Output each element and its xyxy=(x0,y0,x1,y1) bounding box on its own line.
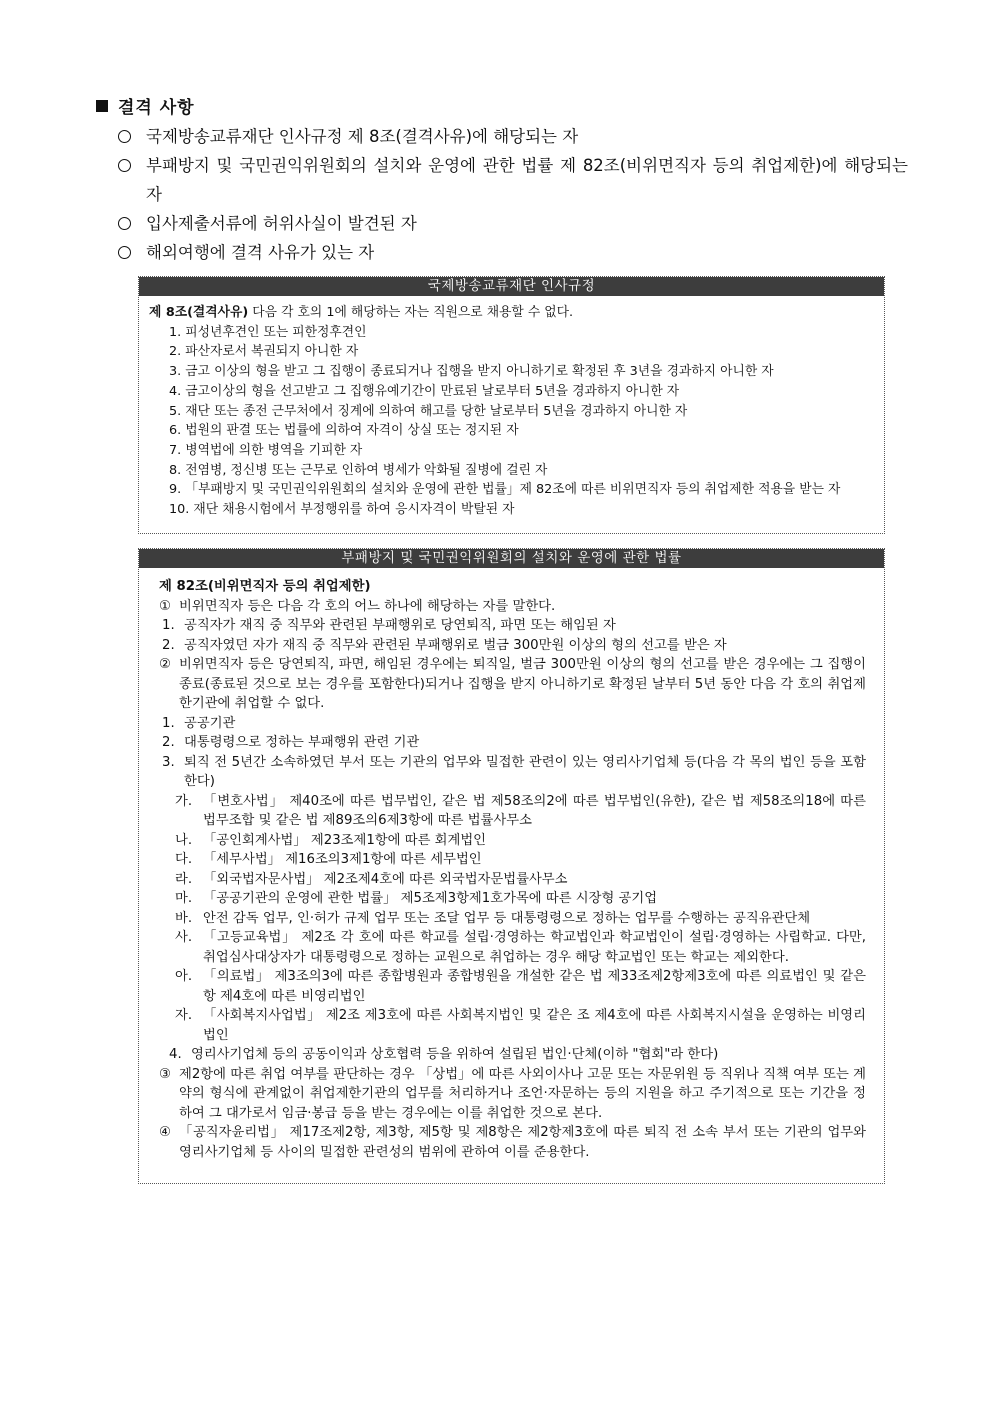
list-item: 4. 영리사기업체 등의 공동이익과 상호협력 등을 위하여 설립된 법인·단체(이하 "협회"라 한다) xyxy=(169,1047,719,1062)
box-content xyxy=(139,568,884,1162)
paragraph: ② 비위면직자 등은 당연퇴직, 파면, 해임된 경우에는 퇴직일, 벌금 300만원 이상의 형의 선고를 받은 경우에는 그 집행이 종료(종료된 것으로 보는 경우를 포함한다)되거나 집행을 받지 아니하기로 확정된 날부터 5년 동안 다음 각 호의 취업제한기관에 취업할 수 없다. xyxy=(159,657,866,711)
circle-bullet-icon xyxy=(118,246,131,259)
list-item: 해외여행에 결격 사유가 있는 자 xyxy=(118,238,908,267)
list-item: 부패방지 및 국민권익위원회의 설치와 운영에 관한 법률 제 82조(비위면직자 등의 취업제한)에 해당되는 자 xyxy=(118,151,908,209)
box-header: 국제방송교류재단 인사규정 xyxy=(139,277,884,296)
circle-bullet-icon xyxy=(118,130,131,143)
regulation-box xyxy=(138,276,885,534)
sub-item: 나. 「공인회계사법」 제23조제1항에 따른 회계법인 xyxy=(175,832,487,848)
sub-item: 바. 안전 감독 업무, 인·허가 규제 업무 또는 조달 업무 등 대통령령으로 정하는 업무를 수행하는 공직유관단체 xyxy=(175,910,811,926)
sub-item: 가. 「변호사법」 제40조에 따른 법무법인, 같은 법 제58조의2에 따른 법무법인(유한), 같은 법 제58조의18에 따른 법무조합 및 같은 법 제89조의6제3항에 따른 법률사무소 xyxy=(175,793,866,828)
paragraph: ① 비위면직자 등은 다음 각 호의 어느 하나에 해당하는 자를 말한다. xyxy=(159,598,556,614)
circle-bullet-icon xyxy=(118,159,131,172)
list-item: 2. 공직자였던 자가 재직 중 직무와 관련된 부패행위로 벌금 300만원 이상의 형의 선고를 받은 자 xyxy=(162,637,727,653)
box-header: 부패방지 및 국민권익위원회의 설치와 운영에 관한 법률 xyxy=(139,549,884,568)
list-item: 3. 금고 이상의 형을 받고 그 집행이 종료되거나 집행을 받지 아니하기로 확정된 후 3년을 경과하지 아니한 자 xyxy=(169,364,774,380)
list-item: 2. 파산자로서 복권되지 아니한 자 xyxy=(169,344,359,360)
list-item: 2. 대통령령으로 정하는 부패행위 관련 기관 xyxy=(162,735,420,750)
list-item: 입사제출서류에 허위사실이 발견된 자 xyxy=(118,209,908,238)
article-heading: 제 82조(비위면직자 등의 취업제한) xyxy=(159,579,371,594)
sub-item: 마. 「공공기관의 운영에 관한 법률」 제5조제3항제1호가목에 따른 시장형 공기업 xyxy=(175,891,658,906)
sub-item: 아. 「의료법」 제3조의3에 따른 종합병원과 종합병원을 개설한 같은 법 제33조제2항제3호에 따른 의료법인 및 같은 항 제4호에 따른 비영리법인 xyxy=(175,969,866,1004)
list-item: 8. 전염병, 정신병 또는 근무로 인하여 병세가 악화될 질병에 걸린 자 xyxy=(169,462,548,478)
list-item: 7. 병역법에 의한 병역을 기피한 자 xyxy=(169,442,363,458)
list-item: 1. 공공기관 xyxy=(162,715,236,731)
list-item: 6. 법원의 판결 또는 법률에 의하여 자격이 상실 또는 정지된 자 xyxy=(169,423,519,439)
list-item: 1. 피성년후견인 또는 피한정후견인 xyxy=(169,324,367,340)
list-item: 3. 퇴직 전 5년간 소속하였던 부서 또는 기관의 업무와 밀접한 관련이 있는 영리사기업체 등(다음 각 목의 법인 등을 포함한다) xyxy=(162,754,866,789)
sub-item: 다. 「세무사법」 제16조의3제1항에 따른 세무법인 xyxy=(175,852,482,867)
list-item: 1. 공직자가 재직 중 직무와 관련된 부패행위로 당연퇴직, 파면 또는 해임된 자 xyxy=(162,618,616,633)
paragraph: ④ 「공직자윤리법」 제17조제2항, 제3항, 제5항 및 제8항은 제2항제3호에 따른 퇴직 전 소속 부서 또는 기관의 업무와 영리사기업체 등 사이의 밀접한 관련성의 범위에 관하여 이를 준용한다. xyxy=(159,1125,866,1160)
article-heading: 제 8조(결격사유) 다음 각 호의 1에 해당하는 자는 직원으로 채용할 수 없다. xyxy=(149,305,574,320)
list-item: 10. 재단 채용시험에서 부정행위를 하여 응시자격이 박탈된 자 xyxy=(169,502,515,518)
sub-item: 사. 「고등교육법」 제2조 각 호에 따른 학교를 설립·경영하는 학교법인과 학교법인이 설립·경영하는 사립학교. 다만, 취업심사대상자가 대통령령으로 정하는 교원으로 취업하는 경우 해당 학교법인 또는 학교는 제외한다. xyxy=(175,930,866,965)
list-item: 5. 재단 또는 종전 근무처에서 징계에 의하여 해고를 당한 날로부터 5년을 경과하지 아니한 자 xyxy=(169,403,688,419)
list-item: 9. 「부패방지 및 국민권익위원회의 설치와 운영에 관한 법률」제 82조에 따른 비위면직자 등의 취업제한 적용을 받는 자 xyxy=(169,482,841,498)
paragraph: ③ 제2항에 따른 취업 여부를 판단하는 경우 「상법」에 따른 사외이사나 고문 또는 자문위원 등 직위나 직책 여부 또는 계약의 형식에 관계없이 취업제한기관의 업무를 처리하거나 조언·자문하는 등의 지원을 하고 주기적으로 또는 기간을 정하여 그 대가로서 임금·봉급 등을 받는 경우에는 이를 취업한 것으로 본다. xyxy=(159,1066,866,1121)
circle-bullet-icon xyxy=(118,217,131,230)
list-item: 4. 금고이상의 형을 선고받고 그 집행유예기간이 만료된 날로부터 5년을 경과하지 아니한 자 xyxy=(169,383,680,399)
law-box xyxy=(138,548,885,1184)
sub-item: 자. 「사회복지사업법」 제2조 제3호에 따른 사회복지법인 및 같은 조 제4호에 따른 사회복지시설을 운영하는 비영리법인 xyxy=(175,1008,866,1043)
sub-item: 라. 「외국법자문사법」 제2조제4호에 따른 외국법자문법률사무소 xyxy=(175,871,568,887)
box-content xyxy=(139,296,884,520)
section-heading xyxy=(96,93,195,118)
list-item: 국제방송교류재단 인사규정 제 8조(결격사유)에 해당되는 자 xyxy=(118,122,908,151)
square-bullet-icon xyxy=(96,100,108,112)
disqualification-list xyxy=(118,122,908,267)
heading-text: 결격 사항 xyxy=(118,98,195,118)
